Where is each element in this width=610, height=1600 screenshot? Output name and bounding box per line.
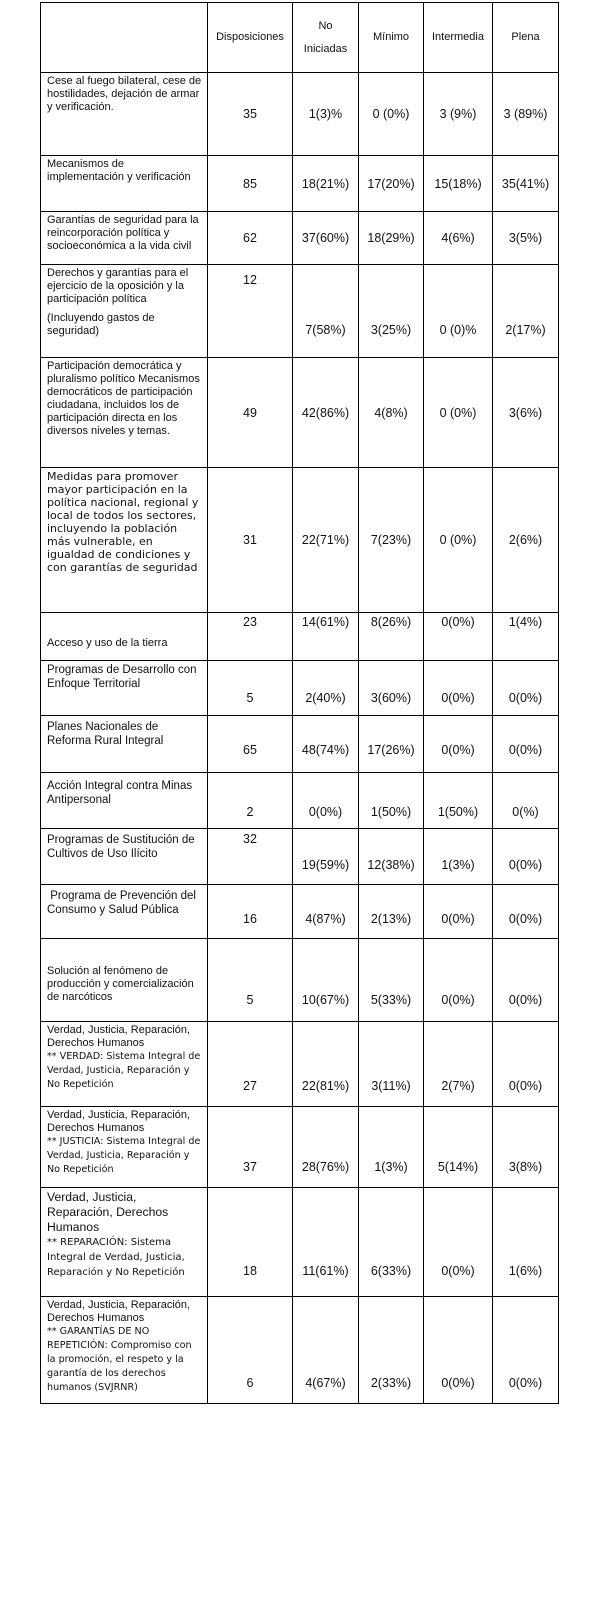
cell-no-iniciadas: 11(61%): [293, 1188, 359, 1297]
cell-intermedia: 5(14%): [424, 1107, 493, 1188]
cell-minimo: 5(33%): [359, 939, 424, 1022]
row-category: Planes Nacionales de Reforma Rural Integral: [41, 716, 208, 773]
cell-minimo: 18(29%): [359, 212, 424, 265]
cell-plena: 35(41%): [493, 156, 559, 212]
row-category: Programas de Desarrollo con Enfoque Territorial: [41, 661, 208, 716]
row-category: Cese al fuego bilateral, cese de hostilidades, dejación de armar y verificación.: [41, 73, 208, 156]
header-no-iniciadas: No Iniciadas: [293, 3, 359, 73]
cell-no-iniciadas: 4(67%): [293, 1297, 359, 1404]
row-category-note: ** VERDAD: Sistema Integral de Verdad, Justicia, Reparación y No Repetición: [47, 1051, 201, 1090]
table-row: [41, 885, 559, 939]
cell-disposiciones: 27: [208, 1022, 293, 1107]
row-category: [41, 1107, 208, 1188]
cell-plena: 0(0%): [493, 885, 559, 939]
row-category: Medidas para promover mayor participación en la política nacional, regional y local de todos los sectores, incluyendo la población más vulnerable, en igualdad de condiciones y con garantías de seguridad: [41, 468, 208, 613]
cell-no-iniciadas: 7(58%): [293, 265, 359, 358]
table-row: [41, 468, 559, 613]
cell-disposiciones: 16: [208, 885, 293, 939]
row-category: Programa de Prevención del Consumo y Salud Pública: [41, 885, 208, 939]
row-category: Solución al fenómeno de producción y comercialización de narcóticos: [41, 939, 208, 1022]
cell-intermedia: 0(0%): [424, 716, 493, 773]
table-row: [41, 156, 559, 212]
row-category-title: Verdad, Justicia, Reparación, Derechos Humanos: [47, 1109, 191, 1134]
cell-plena: 0(0%): [493, 1022, 559, 1107]
row-category: [41, 1022, 208, 1107]
cell-disposiciones: 85: [208, 156, 293, 212]
row-category-title: Verdad, Justicia, Reparación, Derechos Humanos: [47, 1299, 191, 1324]
cell-disposiciones: 6: [208, 1297, 293, 1404]
table-row: [41, 661, 559, 716]
cell-disposiciones: 18: [208, 1188, 293, 1297]
implementation-table: [40, 2, 559, 1404]
cell-no-iniciadas: 48(74%): [293, 716, 359, 773]
cell-intermedia: 0(0%): [424, 1297, 493, 1404]
cell-minimo: 0 (0%): [359, 73, 424, 156]
row-category: Mecanismos de implementación y verificación: [41, 156, 208, 212]
cell-intermedia: 3 (9%): [424, 73, 493, 156]
cell-no-iniciadas: 19(59%): [293, 829, 359, 885]
cell-disposiciones: 31: [208, 468, 293, 613]
table-row: [41, 212, 559, 265]
table-row: [41, 773, 559, 829]
cell-intermedia: 4(6%): [424, 212, 493, 265]
cell-plena: 3(8%): [493, 1107, 559, 1188]
row-category: Acción Integral contra Minas Antipersonal: [41, 773, 208, 829]
row-category: [41, 265, 208, 358]
cell-intermedia: 0(0%): [424, 939, 493, 1022]
cell-intermedia: 0(0%): [424, 661, 493, 716]
row-category: Participación democrática y pluralismo político Mecanismos democráticos de participación ciudadana, incluidos los de participación directa en los diversos niveles y temas.: [41, 358, 208, 468]
cell-plena: 0(0%): [493, 1297, 559, 1404]
cell-intermedia: 0 (0)%: [424, 265, 493, 358]
cell-disposiciones: 65: [208, 716, 293, 773]
cell-no-iniciadas: 1(3)%: [293, 73, 359, 156]
table-row: [41, 1022, 559, 1107]
cell-intermedia: 0 (0%): [424, 358, 493, 468]
cell-intermedia: 0(0%): [424, 885, 493, 939]
table-row: [41, 716, 559, 773]
header-disposiciones: Disposiciones: [208, 3, 293, 73]
cell-minimo: 6(33%): [359, 1188, 424, 1297]
cell-no-iniciadas: 18(21%): [293, 156, 359, 212]
cell-disposiciones: 37: [208, 1107, 293, 1188]
table-row: [41, 1188, 559, 1297]
header-row: [41, 3, 559, 73]
cell-plena: 0(0%): [493, 661, 559, 716]
cell-no-iniciadas: 10(67%): [293, 939, 359, 1022]
cell-intermedia: 1(3%): [424, 829, 493, 885]
header-intermedia: Intermedia: [424, 3, 493, 73]
table-row: [41, 1297, 559, 1404]
cell-disposiciones: 23: [208, 613, 293, 661]
table-row: [41, 829, 559, 885]
cell-minimo: 3(60%): [359, 661, 424, 716]
cell-disposiciones: 12: [208, 265, 293, 358]
cell-disposiciones: 5: [208, 661, 293, 716]
cell-no-iniciadas: 14(61%): [293, 613, 359, 661]
cell-plena: 0(0%): [493, 939, 559, 1022]
cell-no-iniciadas: 22(81%): [293, 1022, 359, 1107]
cell-plena: 1(4%): [493, 613, 559, 661]
cell-no-iniciadas: 2(40%): [293, 661, 359, 716]
cell-no-iniciadas: 0(0%): [293, 773, 359, 829]
row-category-subtitle: (Incluyendo gastos de seguridad): [47, 312, 155, 337]
row-category-note: ** GARANTÍAS DE NO REPETICIÓN: Compromiso con la promoción, el respeto y la garantía de los derechos humanos (SVJRNR): [47, 1326, 192, 1393]
row-category: Programas de Sustitución de Cultivos de Uso Ilícito: [41, 829, 208, 885]
row-category-note: ** JUSTICIA: Sistema Integral de Verdad, Justicia, Reparación y No Repetición: [47, 1136, 201, 1175]
row-category: Acceso y uso de la tierra: [41, 613, 208, 661]
cell-no-iniciadas: 28(76%): [293, 1107, 359, 1188]
cell-plena: 3(5%): [493, 212, 559, 265]
cell-minimo: 2(33%): [359, 1297, 424, 1404]
header-category: [41, 3, 208, 73]
cell-plena: 0(%): [493, 773, 559, 829]
row-category-title: Verdad, Justicia, Reparación, Derechos Humanos: [47, 1190, 169, 1234]
table-row: [41, 939, 559, 1022]
cell-intermedia: 2(7%): [424, 1022, 493, 1107]
cell-minimo: 1(3%): [359, 1107, 424, 1188]
cell-minimo: 3(25%): [359, 265, 424, 358]
cell-plena: 3 (89%): [493, 73, 559, 156]
cell-minimo: 12(38%): [359, 829, 424, 885]
cell-minimo: 8(26%): [359, 613, 424, 661]
cell-plena: 0(0%): [493, 716, 559, 773]
cell-plena: 3(6%): [493, 358, 559, 468]
cell-disposiciones: 62: [208, 212, 293, 265]
row-category: [41, 1297, 208, 1404]
row-category-note: ** REPARACIÓN: Sistema Integral de Verdad, Justicia, Reparación y No Repetición: [47, 1237, 185, 1278]
cell-no-iniciadas: 4(87%): [293, 885, 359, 939]
cell-minimo: 4(8%): [359, 358, 424, 468]
cell-minimo: 1(50%): [359, 773, 424, 829]
cell-disposiciones: 2: [208, 773, 293, 829]
cell-intermedia: 0(0%): [424, 1188, 493, 1297]
cell-intermedia: 1(50%): [424, 773, 493, 829]
cell-minimo: 3(11%): [359, 1022, 424, 1107]
row-category: Garantías de seguridad para la reincorporación política y socioeconómica a la vida civil: [41, 212, 208, 265]
cell-intermedia: 15(18%): [424, 156, 493, 212]
cell-disposiciones: 49: [208, 358, 293, 468]
cell-plena: 2(17%): [493, 265, 559, 358]
table-row: [41, 358, 559, 468]
row-category: [41, 1188, 208, 1297]
cell-no-iniciadas: 22(71%): [293, 468, 359, 613]
table-row: [41, 1107, 559, 1188]
cell-minimo: 17(20%): [359, 156, 424, 212]
cell-intermedia: 0(0%): [424, 613, 493, 661]
cell-intermedia: 0 (0%): [424, 468, 493, 613]
cell-minimo: 17(26%): [359, 716, 424, 773]
row-category-title: Verdad, Justicia, Reparación, Derechos Humanos: [47, 1024, 191, 1049]
cell-disposiciones: 35: [208, 73, 293, 156]
table-row: [41, 73, 559, 156]
cell-plena: 0(0%): [493, 829, 559, 885]
cell-disposiciones: 5: [208, 939, 293, 1022]
row-category-title: Derechos y garantías para el ejercicio de la oposición y la participación política: [47, 267, 189, 305]
cell-minimo: 7(23%): [359, 468, 424, 613]
cell-plena: 1(6%): [493, 1188, 559, 1297]
cell-minimo: 2(13%): [359, 885, 424, 939]
header-minimo: Mínimo: [359, 3, 424, 73]
header-plena: Plena: [493, 3, 559, 73]
cell-plena: 2(6%): [493, 468, 559, 613]
cell-no-iniciadas: 42(86%): [293, 358, 359, 468]
cell-no-iniciadas: 37(60%): [293, 212, 359, 265]
table-row: [41, 265, 559, 358]
cell-disposiciones: 32: [208, 829, 293, 885]
table-row: [41, 613, 559, 661]
